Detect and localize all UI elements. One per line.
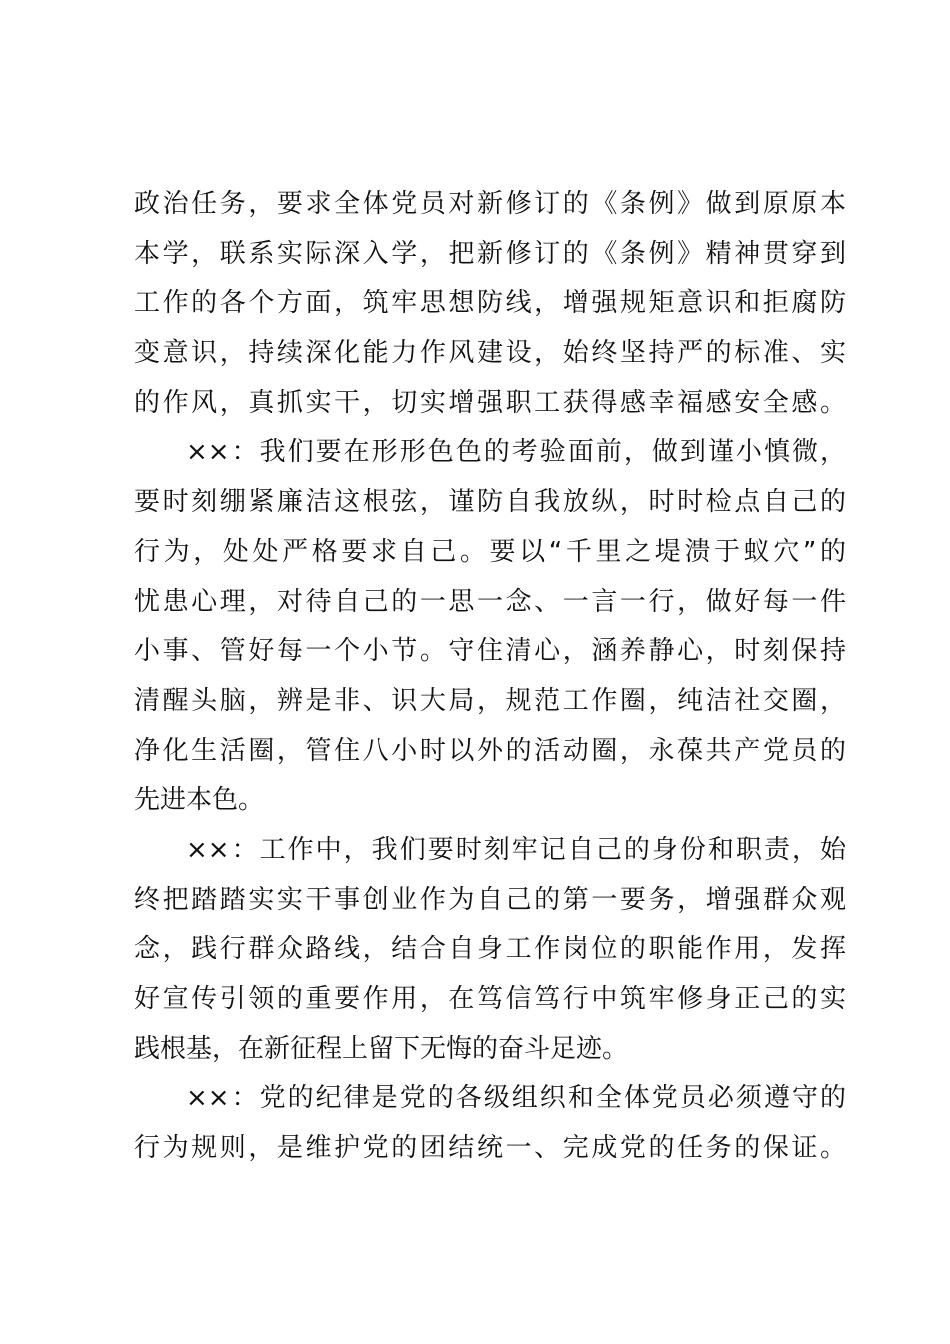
text-line: 变意识，持续深化能力作风建设，始终坚持严的标准、实 xyxy=(134,338,846,369)
paragraph-start-line: ××：党的纪律是党的各级组织和全体党员必须遵守的 xyxy=(186,1083,846,1114)
text-line: 行为，处处严格要求自己。要以“千里之堤溃于蚁穴”的 xyxy=(134,536,846,567)
paragraph-start-line: ××：工作中，我们要时刻牢记自己的身份和职责，始 xyxy=(186,834,846,865)
text-line: 要时刻绷紧廉洁这根弦，谨防自我放纵，时时检点自己的 xyxy=(134,487,846,518)
text-line: 念，践行群众路线，结合自身工作岗位的职能作用，发挥 xyxy=(134,934,846,965)
text-line: 本学，联系实际深入学，把新修订的《条例》精神贯穿到 xyxy=(134,238,846,269)
text-line: 终把踏踏实实干事创业作为自己的第一要务，增强群众观 xyxy=(134,884,846,915)
text-line: 工作的各个方面，筑牢思想防线，增强规矩意识和拒腐防 xyxy=(134,288,846,319)
body-text xyxy=(134,180,846,1174)
paragraph-end-line: 先进本色。 xyxy=(134,785,265,816)
paragraph-end-line: 践根基，在新征程上留下无悔的奋斗足迹。 xyxy=(134,1033,629,1064)
text-line: 政治任务，要求全体党员对新修订的《条例》做到原原本 xyxy=(134,189,846,219)
text-line: 好宣传引领的重要作用，在笃信笃行中筑牢修身正己的实 xyxy=(134,984,846,1014)
text-line: 小事、管好每一个小节。守住清心，涵养静心，时刻保持 xyxy=(134,636,846,667)
paragraph-start-line: ××：我们要在形形色色的考验面前，做到谨小慎微， xyxy=(186,437,846,468)
text-line: 的作风，真抓实干，切实增强职工获得感幸福感安全感。 xyxy=(134,387,846,418)
text-line: 净化生活圈，管住八小时以外的活动圈，永葆共产党员的 xyxy=(134,735,846,766)
text-line: 忧患心理，对待自己的一思一念、一言一行，做好每一件 xyxy=(134,586,846,617)
text-line: 清醒头脑，辨是非、识大局，规范工作圈，纯洁社交圈， xyxy=(134,685,846,716)
text-line: 行为规则，是维护党的团结统一、完成党的任务的保证。 xyxy=(134,1133,846,1164)
